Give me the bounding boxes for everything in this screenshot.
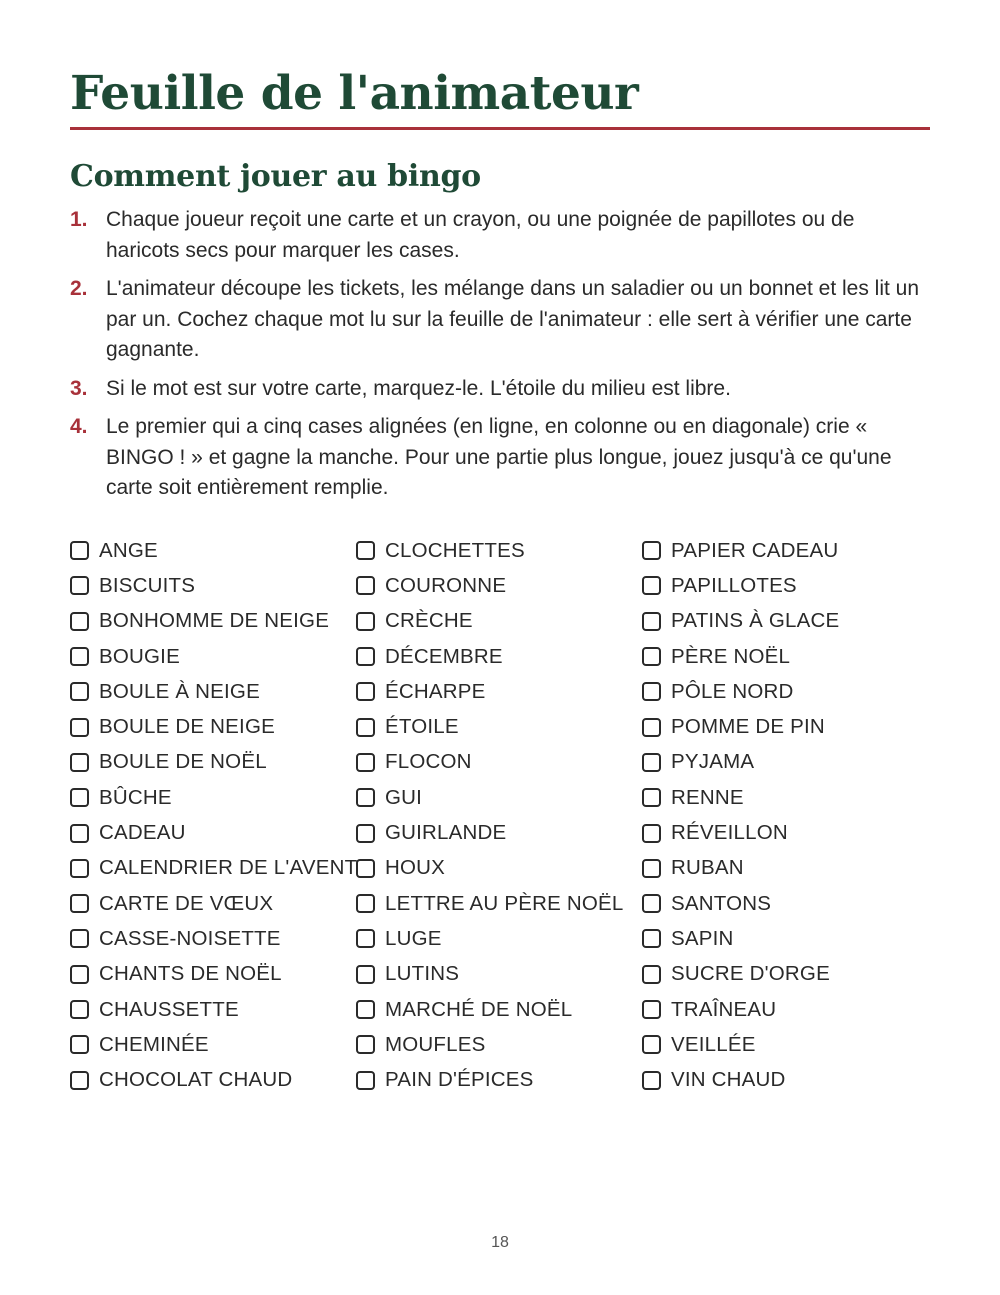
checkbox-icon[interactable]	[642, 894, 661, 913]
word-checklist-item[interactable]	[356, 745, 642, 780]
step-number: 3.	[70, 376, 88, 400]
checkbox-icon[interactable]	[70, 612, 89, 631]
word-checklist-item[interactable]	[70, 709, 356, 744]
checkbox-icon[interactable]	[642, 929, 661, 948]
word-label: MOUFLES	[385, 1032, 486, 1056]
checkbox-icon[interactable]	[642, 682, 661, 701]
word-checklist-item[interactable]	[642, 921, 930, 956]
word-checklist-item[interactable]	[70, 921, 356, 956]
word-checklist-item[interactable]	[642, 745, 930, 780]
checkbox-icon[interactable]	[356, 1071, 375, 1090]
instruction-step	[70, 412, 930, 504]
word-checklist-item[interactable]	[642, 639, 930, 674]
checkbox-icon[interactable]	[642, 788, 661, 807]
word-label: BOULE À NEIGE	[99, 679, 260, 703]
word-label: CARTE DE VŒUX	[99, 891, 274, 915]
word-label: RÉVEILLON	[671, 821, 788, 845]
word-label: PÔLE NORD	[671, 679, 794, 703]
word-checklist-item[interactable]	[70, 568, 356, 603]
checkbox-icon[interactable]	[70, 576, 89, 595]
section-heading: Comment jouer au bingo	[70, 159, 481, 194]
word-checklist-item[interactable]	[642, 815, 930, 850]
word-label: LUGE	[385, 926, 442, 950]
instruction-step	[70, 205, 930, 266]
checkbox-icon[interactable]	[642, 1035, 661, 1054]
page-title: Feuille de l'animateur	[70, 66, 639, 121]
word-label: BÛCHE	[99, 785, 172, 809]
word-label: CLOCHETTES	[385, 538, 525, 562]
instruction-step	[70, 374, 930, 405]
word-label: CHAUSSETTE	[99, 997, 239, 1021]
checkbox-icon[interactable]	[356, 859, 375, 878]
word-label: MARCHÉ DE NOËL	[385, 997, 573, 1021]
word-label: CALENDRIER DE L'AVENT	[99, 856, 358, 880]
checkbox-icon[interactable]	[70, 859, 89, 878]
word-label: ANGE	[99, 538, 158, 562]
word-label: GUI	[385, 785, 423, 809]
word-column-2	[356, 533, 642, 1098]
checkbox-icon[interactable]	[356, 824, 375, 843]
checkbox-icon[interactable]	[356, 576, 375, 595]
word-checklist-item[interactable]	[70, 886, 356, 921]
word-label: SAPIN	[671, 926, 734, 950]
word-label: SUCRE D'ORGE	[671, 962, 830, 986]
word-label: BOULE DE NEIGE	[99, 715, 275, 739]
checkbox-icon[interactable]	[642, 647, 661, 666]
word-checklist-item[interactable]	[356, 780, 642, 815]
checkbox-icon[interactable]	[70, 929, 89, 948]
checkbox-icon[interactable]	[70, 647, 89, 666]
word-label: BOULE DE NOËL	[99, 750, 267, 774]
word-label: HOUX	[385, 856, 446, 880]
word-label: PAIN D'ÉPICES	[385, 1068, 534, 1092]
word-checklist-item[interactable]	[70, 1062, 356, 1097]
word-checklist-item[interactable]	[642, 709, 930, 744]
checkbox-icon[interactable]	[356, 682, 375, 701]
word-checklist-item[interactable]	[642, 533, 930, 568]
word-checklist-item[interactable]	[356, 639, 642, 674]
checkbox-icon[interactable]	[642, 576, 661, 595]
word-label: PAPILLOTES	[671, 573, 797, 597]
checkbox-icon[interactable]	[356, 1035, 375, 1054]
word-label: RENNE	[671, 785, 744, 809]
word-checklist-item[interactable]	[356, 992, 642, 1027]
word-checklist-item[interactable]	[70, 604, 356, 639]
word-label: DÉCEMBRE	[385, 644, 503, 668]
word-label: CADEAU	[99, 821, 186, 845]
checkbox-icon[interactable]	[642, 1071, 661, 1090]
word-checklist-item[interactable]	[356, 533, 642, 568]
checkbox-icon[interactable]	[70, 788, 89, 807]
checkbox-icon[interactable]	[356, 894, 375, 913]
word-checklist-item[interactable]	[70, 674, 356, 709]
word-checklist-item[interactable]	[642, 886, 930, 921]
step-text: Le premier qui a cinq cases alignées (en ligne, en colonne ou en diagonale) crie « BINGO ! » et gagne la manche. Pour une partie plus longue, jouez jusqu'à ce qu'une carte soit entièrement remplie.	[106, 415, 892, 499]
checkbox-icon[interactable]	[642, 612, 661, 631]
word-checklist-item[interactable]	[356, 568, 642, 603]
checkbox-icon[interactable]	[356, 1000, 375, 1019]
checkbox-icon[interactable]	[642, 1000, 661, 1019]
word-checklist-item[interactable]	[70, 992, 356, 1027]
word-label: LETTRE AU PÈRE NOËL	[385, 891, 624, 915]
checkbox-icon[interactable]	[642, 541, 661, 560]
checkbox-icon[interactable]	[356, 788, 375, 807]
word-checklist-item[interactable]	[356, 921, 642, 956]
word-checklist-item[interactable]	[70, 815, 356, 850]
checkbox-icon[interactable]	[70, 1000, 89, 1019]
word-checklist-item[interactable]	[642, 604, 930, 639]
word-label: PÈRE NOËL	[671, 644, 791, 668]
word-checklist-item[interactable]	[356, 1027, 642, 1062]
word-label: LUTINS	[385, 962, 460, 986]
word-checklist-item[interactable]	[642, 957, 930, 992]
word-column-3	[642, 533, 930, 1098]
word-checklist-item[interactable]	[642, 1062, 930, 1097]
word-label: CASSE-NOISETTE	[99, 926, 281, 950]
checkbox-icon[interactable]	[642, 965, 661, 984]
checkbox-icon[interactable]	[70, 682, 89, 701]
checkbox-icon[interactable]	[70, 1071, 89, 1090]
word-checklist-item[interactable]	[356, 1062, 642, 1097]
word-checklist-item[interactable]	[642, 1027, 930, 1062]
word-label: CHANTS DE NOËL	[99, 962, 282, 986]
checkbox-icon[interactable]	[70, 718, 89, 737]
word-checklist-item[interactable]	[70, 851, 356, 886]
word-label: BISCUITS	[99, 573, 196, 597]
checkbox-icon[interactable]	[356, 965, 375, 984]
step-number: 2.	[70, 277, 88, 300]
word-label: VIN CHAUD	[671, 1068, 786, 1092]
word-label: POMME DE PIN	[671, 715, 825, 739]
checkbox-icon[interactable]	[356, 647, 375, 666]
word-checklist-item[interactable]	[70, 1027, 356, 1062]
word-label: CHOCOLAT CHAUD	[99, 1068, 293, 1092]
checkbox-icon[interactable]	[356, 753, 375, 772]
checkbox-icon[interactable]	[642, 718, 661, 737]
word-checklist-item[interactable]	[356, 815, 642, 850]
step-text: L'animateur découpe les tickets, les mélange dans un saladier ou un bonnet et les lit un par un. Cochez chaque mot lu sur la feuille de l'animateur : elle sert à vérifier une carte gagnante.	[106, 277, 920, 361]
word-label: RUBAN	[671, 856, 744, 880]
word-checklist-item[interactable]	[356, 674, 642, 709]
caller-word-checklist	[70, 533, 930, 1098]
checkbox-icon[interactable]	[70, 965, 89, 984]
word-checklist-item[interactable]	[356, 604, 642, 639]
word-checklist-item[interactable]	[356, 957, 642, 992]
checkbox-icon[interactable]	[70, 541, 89, 560]
word-checklist-item[interactable]	[70, 780, 356, 815]
title-divider	[70, 127, 930, 130]
word-label: VEILLÉE	[671, 1032, 756, 1056]
word-label: CHEMINÉE	[99, 1032, 209, 1056]
instructions-list	[70, 205, 930, 512]
word-checklist-item[interactable]	[70, 533, 356, 568]
word-label: COURONNE	[385, 573, 507, 597]
word-checklist-item[interactable]	[356, 709, 642, 744]
checkbox-icon[interactable]	[642, 859, 661, 878]
step-number: 4.	[70, 415, 88, 438]
word-label: BOUGIE	[99, 644, 180, 668]
word-label: PYJAMA	[671, 750, 755, 774]
checkbox-icon[interactable]	[70, 753, 89, 772]
checkbox-icon[interactable]	[642, 824, 661, 843]
word-checklist-item[interactable]	[642, 568, 930, 603]
word-checklist-item[interactable]	[70, 745, 356, 780]
word-checklist-item[interactable]	[642, 851, 930, 886]
step-text: Chaque joueur reçoit une carte et un crayon, ou une poignée de papillotes ou de haricots secs pour marquer les cases.	[106, 208, 855, 262]
checkbox-icon[interactable]	[356, 541, 375, 560]
word-checklist-item[interactable]	[356, 851, 642, 886]
step-text: Si le mot est sur votre carte, marquez-le. L'étoile du milieu est libre.	[106, 376, 731, 400]
word-label: PAPIER CADEAU	[671, 538, 839, 562]
checkbox-icon[interactable]	[356, 929, 375, 948]
checkbox-icon[interactable]	[356, 612, 375, 631]
word-label: ÉTOILE	[385, 715, 459, 739]
word-checklist-item[interactable]	[356, 886, 642, 921]
word-label: BONHOMME DE NEIGE	[99, 609, 330, 633]
checkbox-icon[interactable]	[356, 718, 375, 737]
word-checklist-item[interactable]	[642, 674, 930, 709]
page-number: 18	[491, 1234, 509, 1251]
checkbox-icon[interactable]	[642, 753, 661, 772]
word-checklist-item[interactable]	[642, 780, 930, 815]
word-label: TRAÎNEAU	[671, 997, 777, 1021]
word-label: SANTONS	[671, 891, 772, 915]
word-label: ÉCHARPE	[385, 679, 486, 703]
checkbox-icon[interactable]	[70, 894, 89, 913]
word-checklist-item[interactable]	[70, 639, 356, 674]
word-label: PATINS À GLACE	[671, 609, 840, 633]
word-checklist-item[interactable]	[70, 957, 356, 992]
checkbox-icon[interactable]	[70, 824, 89, 843]
instruction-step	[70, 274, 930, 366]
step-number: 1.	[70, 208, 88, 231]
word-label: GUIRLANDE	[385, 821, 507, 845]
word-column-1	[70, 533, 356, 1098]
checkbox-icon[interactable]	[70, 1035, 89, 1054]
word-label: CRÈCHE	[385, 609, 473, 633]
word-label: FLOCON	[385, 750, 472, 774]
word-checklist-item[interactable]	[642, 992, 930, 1027]
